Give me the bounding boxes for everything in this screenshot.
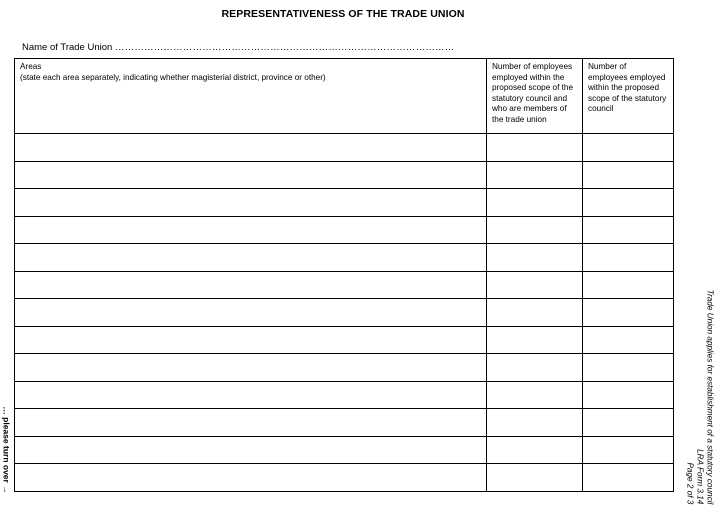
table-row [15, 216, 674, 244]
members-count-cell[interactable] [487, 436, 583, 464]
area-cell[interactable] [15, 436, 487, 464]
employees-count-cell[interactable] [583, 326, 674, 354]
members-count-cell[interactable] [487, 216, 583, 244]
employees-count-cell[interactable] [583, 464, 674, 492]
header-members-count [487, 59, 583, 134]
area-cell[interactable] [15, 299, 487, 327]
table-row [15, 464, 674, 492]
area-cell[interactable] [15, 134, 487, 162]
table-row [15, 271, 674, 299]
header-employees-count [583, 59, 674, 134]
members-count-cell[interactable] [487, 299, 583, 327]
table-row [15, 381, 674, 409]
members-count-cell[interactable] [487, 271, 583, 299]
employees-count-cell[interactable] [583, 216, 674, 244]
header-areas-note: (state each area separately, indicating whether magisterial district, province or other) [20, 72, 326, 82]
trade-union-name-field[interactable]: …………………………………………………………………………………………… [114, 42, 455, 53]
members-count-cell[interactable] [487, 189, 583, 217]
members-count-cell[interactable] [487, 161, 583, 189]
turn-over-text: … please turn over → [2, 406, 13, 494]
employees-count-cell[interactable] [583, 299, 674, 327]
area-cell[interactable] [15, 244, 487, 272]
areas-table-header [15, 59, 674, 134]
employees-count-cell[interactable] [583, 271, 674, 299]
employees-count-cell[interactable] [583, 354, 674, 382]
header-members-count-text: Number of employees employed within the proposed scope of the statutory council and who are members of the trade union [492, 62, 574, 124]
employees-count-cell[interactable] [583, 134, 674, 162]
area-cell[interactable] [15, 464, 487, 492]
trade-union-name-label: Name of Trade Union [22, 42, 113, 53]
employees-count-cell[interactable] [583, 409, 674, 437]
employees-count-cell[interactable] [583, 244, 674, 272]
trade-union-name-line [22, 42, 454, 53]
employees-count-cell[interactable] [583, 161, 674, 189]
employees-count-cell[interactable] [583, 189, 674, 217]
members-count-cell[interactable] [487, 354, 583, 382]
area-cell[interactable] [15, 271, 487, 299]
header-employees-count-text: Number of employees employed within the proposed scope of the statutory council [588, 62, 667, 113]
header-areas [15, 59, 487, 134]
area-cell[interactable] [15, 381, 487, 409]
employees-count-cell[interactable] [583, 381, 674, 409]
members-count-cell[interactable] [487, 134, 583, 162]
table-row [15, 436, 674, 464]
table-row [15, 299, 674, 327]
table-row [15, 354, 674, 382]
table-row [15, 134, 674, 162]
area-cell[interactable] [15, 216, 487, 244]
area-cell[interactable] [15, 354, 487, 382]
page-number: Page 2 of 3 [685, 462, 694, 505]
members-count-cell[interactable] [487, 244, 583, 272]
table-row [15, 161, 674, 189]
members-count-cell[interactable] [487, 326, 583, 354]
form-description: Trade Union applies for establishment of a statutory council [705, 289, 714, 505]
area-cell[interactable] [15, 189, 487, 217]
table-row [15, 409, 674, 437]
area-cell[interactable] [15, 409, 487, 437]
area-cell[interactable] [15, 161, 487, 189]
table-row [15, 244, 674, 272]
header-areas-title: Areas [20, 62, 42, 71]
table-row [15, 326, 674, 354]
table-row [15, 189, 674, 217]
form-number: LRA Form 3.14 [695, 449, 704, 505]
members-count-cell[interactable] [487, 409, 583, 437]
members-count-cell[interactable] [487, 381, 583, 409]
turn-over-note [0, 406, 14, 494]
form-footer-reference [676, 289, 722, 505]
areas-table [14, 58, 674, 492]
area-cell[interactable] [15, 326, 487, 354]
members-count-cell[interactable] [487, 464, 583, 492]
employees-count-cell[interactable] [583, 436, 674, 464]
form-title: REPRESENTATIVENESS OF THE TRADE UNION [221, 8, 465, 20]
